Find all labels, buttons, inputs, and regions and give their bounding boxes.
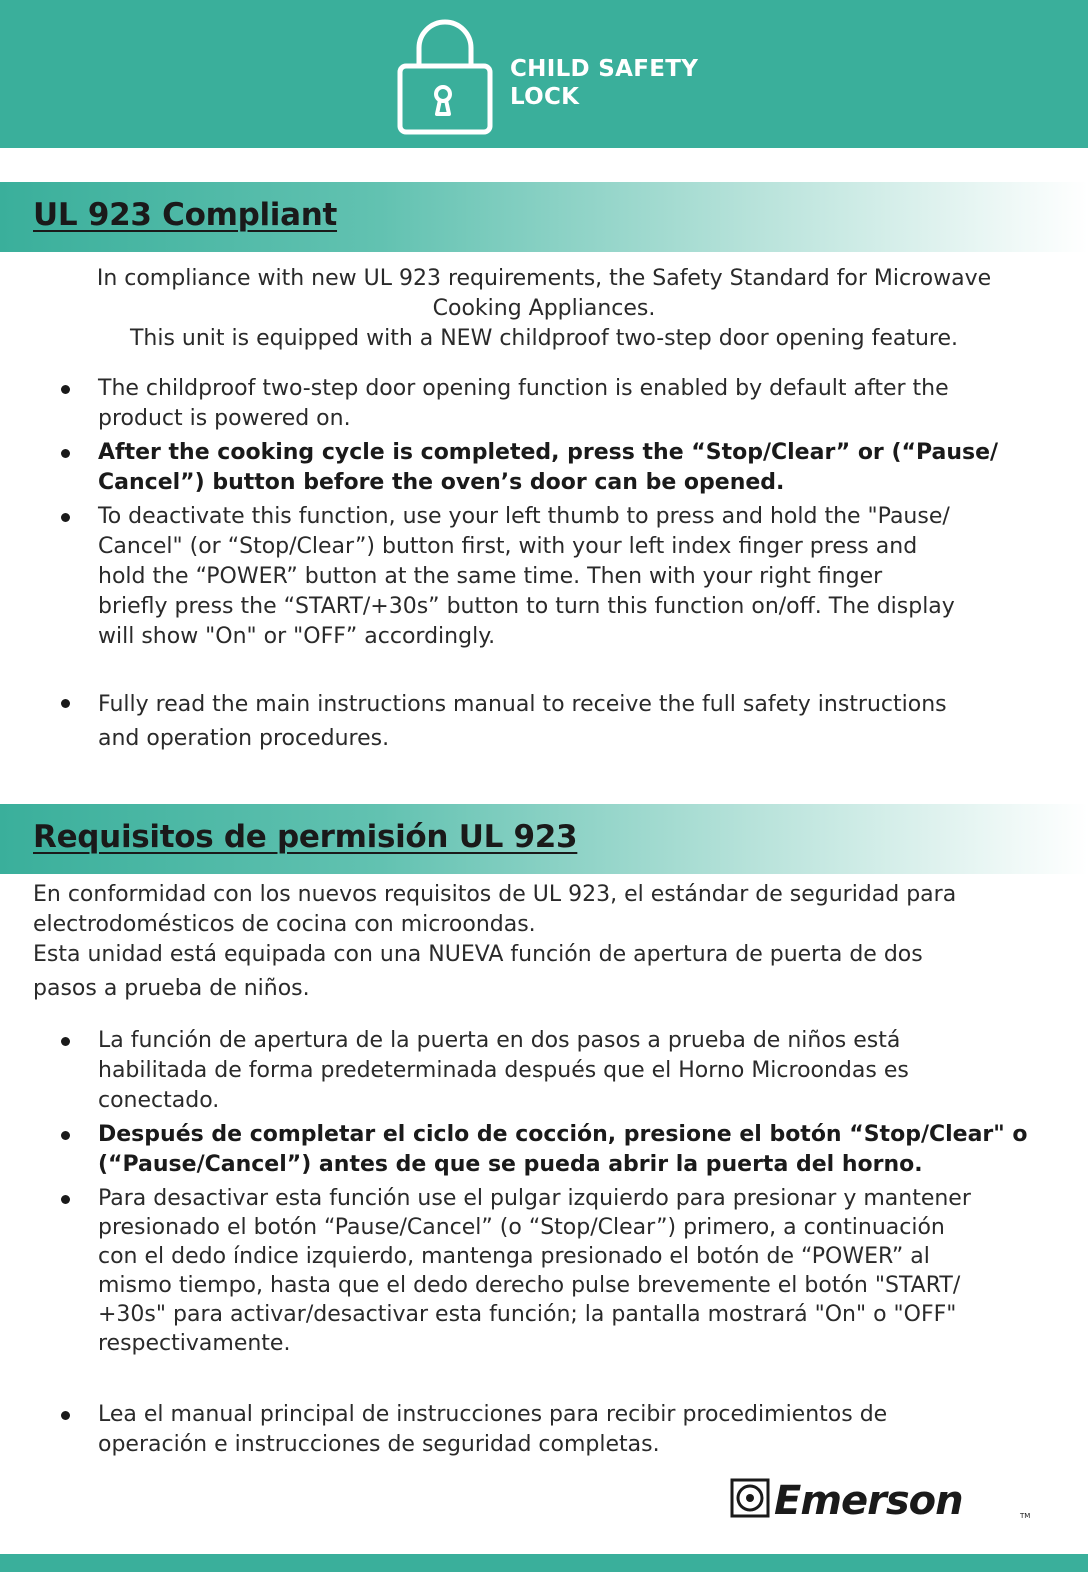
- list-item-line: product is powered on.: [98, 406, 351, 431]
- list-item-line: (“Pause/Cancel”) antes de que se pueda abrir la puerta del horno.: [98, 1152, 923, 1177]
- intro-en-line2: Cooking Appliances.: [432, 296, 656, 321]
- section-header-en: [0, 182, 1088, 252]
- list-item-es-1: [98, 1026, 1058, 1116]
- list-item-es-2: [98, 1120, 1058, 1180]
- list-item-es-4: [98, 1400, 1058, 1460]
- bullet-es-2: [58, 1128, 72, 1142]
- intro-es-line4: pasos a prueba de niños.: [33, 976, 310, 1001]
- padlock-icon: [395, 14, 495, 136]
- bullet-es-1: [58, 1034, 72, 1048]
- section-header-es: [0, 804, 1088, 874]
- intro-en-line1: In compliance with new UL 923 requirements, the Safety Standard for Microwave: [96, 266, 992, 291]
- list-item-line: Fully read the main instructions manual to receive the full safety instructions: [98, 692, 947, 717]
- list-item-line: conectado.: [98, 1088, 220, 1113]
- list-item-line: presionado el botón “Pause/Cancel” (o “Stop/Clear”) primero, a continuación: [98, 1215, 945, 1240]
- intro-es-line2: electrodomésticos de cocina con microondas.: [33, 912, 536, 937]
- list-item-line: and operation procedures.: [98, 726, 390, 751]
- list-item-line: Lea el manual principal de instrucciones para recibir procedimientos de: [98, 1402, 888, 1427]
- list-item-line: La función de apertura de la puerta en dos pasos a prueba de niños está: [98, 1028, 901, 1053]
- list-item-line: mismo tiempo, hasta que el dedo derecho pulse brevemente el botón "START/: [98, 1273, 961, 1298]
- list-item-line: Para desactivar esta función use el pulgar izquierdo para presionar y mantener: [98, 1186, 971, 1211]
- bullet-en-1: [58, 382, 72, 396]
- section-heading-es: Requisitos de permisión UL 923: [33, 819, 578, 855]
- section-heading-en: UL 923 Compliant: [33, 197, 338, 233]
- list-item-line: hold the “POWER” button at the same time. Then with your right finger: [98, 564, 883, 589]
- bullet-en-3: [58, 510, 72, 524]
- bottom-bar: [0, 1554, 1088, 1572]
- top-banner: [0, 0, 1088, 148]
- list-item-line: habilitada de forma predeterminada después que el Horno Microondas es: [98, 1058, 909, 1083]
- list-item-line: Cancel" (or “Stop/Clear”) button first, with your left index finger press and: [98, 534, 918, 559]
- list-item-line: will show "On" or "OFF” accordingly.: [98, 624, 496, 649]
- list-item-en-4: [98, 688, 1058, 756]
- list-item-line: To deactivate this function, use your left thumb to press and hold the "Pause/: [98, 504, 950, 529]
- list-item-es-3: [98, 1184, 1058, 1358]
- intro-es: [33, 880, 1053, 1004]
- list-item-line: con el dedo índice izquierdo, mantenga presionado el botón de “POWER” al: [98, 1244, 930, 1269]
- intro-es-line3: Esta unidad está equipada con una NUEVA función de apertura de puerta de dos: [33, 942, 923, 967]
- list-item-line: The childproof two-step door opening function is enabled by default after the: [98, 376, 949, 401]
- bullet-en-2: [58, 446, 72, 460]
- list-item-line: operación e instrucciones de seguridad completas.: [98, 1432, 660, 1457]
- intro-en: [40, 264, 1048, 354]
- banner-title-line1: CHILD SAFETY: [510, 56, 699, 82]
- list-item-en-3: [98, 502, 1058, 652]
- svg-text:TM: TM: [1020, 1512, 1031, 1520]
- brand-name: Emerson: [774, 1478, 963, 1520]
- banner-title: [510, 55, 770, 111]
- bullet-en-4: [58, 696, 72, 710]
- list-item-line: briefly press the “START/+30s” button to turn this function on/off. The display: [98, 594, 955, 619]
- bullet-es-3: [58, 1192, 72, 1206]
- list-item-line: After the cooking cycle is completed, press the “Stop/Clear” or (“Pause/: [98, 440, 999, 465]
- list-item-line: respectivamente.: [98, 1331, 291, 1356]
- list-item-line: Después de completar el ciclo de cocción, presione el botón “Stop/Clear" o: [98, 1122, 1028, 1147]
- emerson-logo-icon: [730, 1476, 1040, 1520]
- list-item-en-2: [98, 438, 1058, 498]
- list-item-en-1: [98, 374, 1058, 434]
- bullet-es-4: [58, 1408, 72, 1422]
- banner-title-line2: LOCK: [510, 84, 580, 110]
- intro-en-line3: This unit is equipped with a NEW childproof two-step door opening feature.: [129, 326, 959, 351]
- list-item-line: +30s" para activar/desactivar esta función; la pantalla mostrará "On" o "OFF": [98, 1302, 957, 1327]
- intro-es-line1: En conformidad con los nuevos requisitos de UL 923, el estándar de seguridad para: [33, 882, 957, 907]
- list-item-line: Cancel”) button before the oven’s door can be opened.: [98, 470, 785, 495]
